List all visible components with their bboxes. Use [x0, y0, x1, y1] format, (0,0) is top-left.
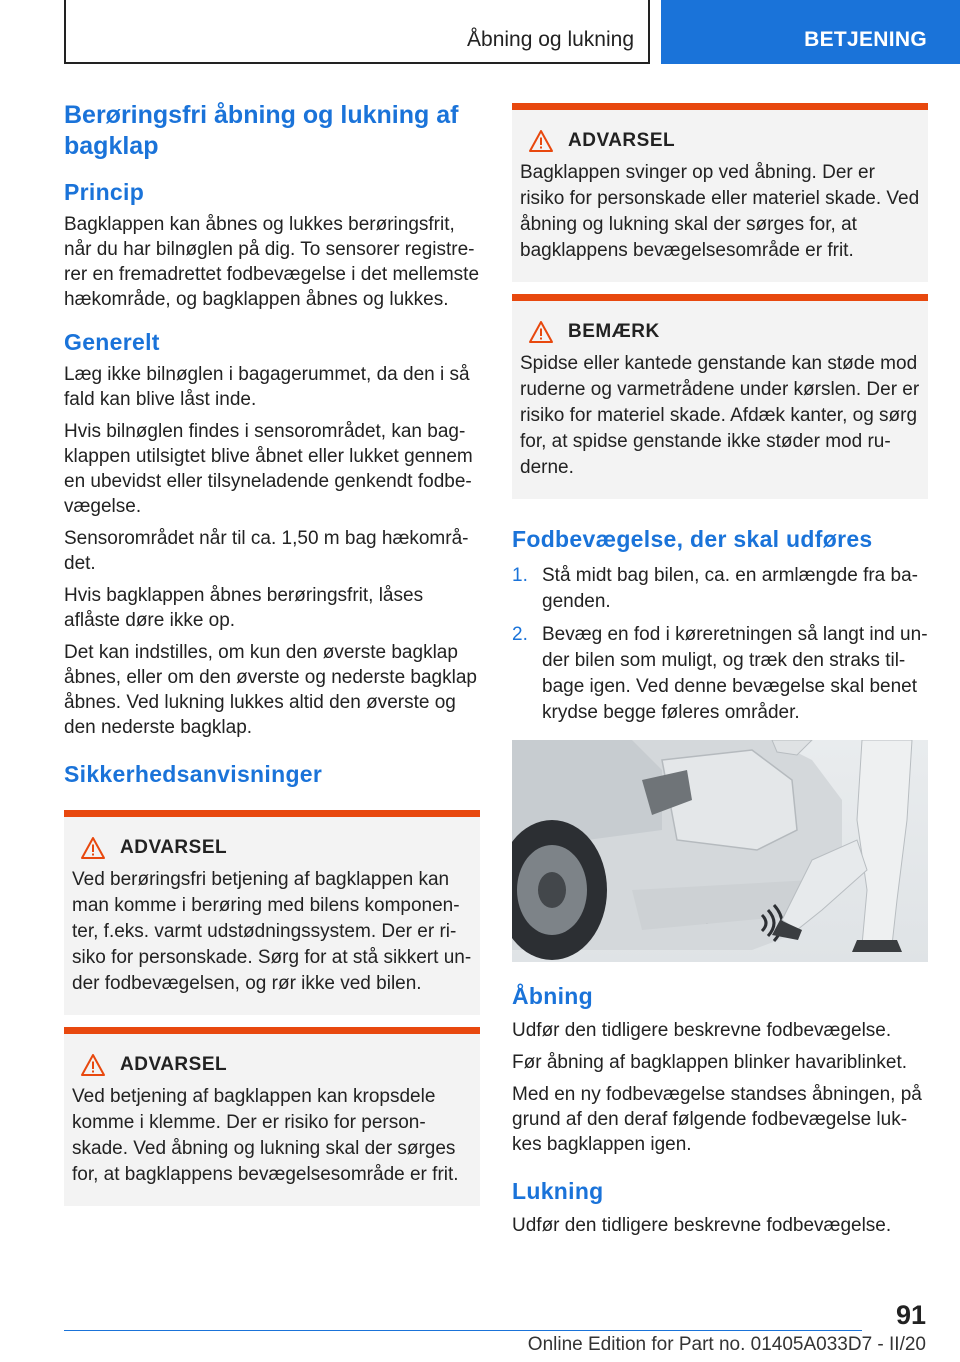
notice-text: Spidse eller kantede genstande kan støde mod ruderne og varmetrådene under kørslen. Der er risiko for materiel skade. Afdæk kanter, og sørg for, at spidse genstande ikke støder mod ruderne. [520, 353, 920, 478]
general-paragraph: Hvis bagklappen åbnes berøringsfrit, låses aflåste døre ikke op. [64, 585, 424, 631]
warning-title: ADVARSEL [120, 837, 228, 858]
left-column [64, 100, 480, 1206]
step-text: Bevæg en fod i køreretningen så langt ind under bilen som muligt, og træk den straks tilbage igen. Ved denne bevægelse skal benet krydse begge føleres områder. [542, 624, 928, 723]
general-paragraph: Det kan indstilles, om kun den øverste bagklap åbnes, eller om den øverste og nederste bagklap åbnes. Ved lukning lukkes altid den øverste og den nederste bagklap. [64, 642, 477, 738]
notice-box [512, 294, 928, 499]
footer-divider [64, 1330, 862, 1331]
opening-heading: Åbning [512, 983, 593, 1009]
step-number: 1. [512, 565, 528, 586]
page-title: Berøringsfri åbning og lukning af bagklap [64, 101, 459, 160]
opening-paragraph: Med en ny fodbevægelse standses åbningen, på grund af den deraf følgende fodbevægelse lukkes bagklappen igen. [512, 1084, 922, 1155]
step-number: 2. [512, 624, 528, 645]
principle-text: Bagklappen kan åbnes og lukkes berøringsfrit, når du har bilnøglen på dig. To sensorer registrerer en fremadrettet fodbevægelse i det mellemste hækområde, og bagklappen åbnes og lukkes. [64, 214, 480, 310]
warning-box [64, 1027, 480, 1206]
warning-header [72, 1052, 472, 1078]
warning-text: Ved betjening af bagklappen kan kropsdele komme i klemme. Der er risiko for personskade. Ved åbning og lukning skal der sørges for, at bagklappens bevægelsesområde er frit. [72, 1086, 459, 1185]
warning-text: Ved berøringsfri betjening af bagklappen kan man komme i berøring med bilens komponenter, f.eks. varmt udstødningssystem. Der er risiko for personskade. Sørg for at stå sikkert under fodbevægelsen, og rør ikke ved bilen. [72, 869, 472, 994]
general-heading: Generelt [64, 329, 160, 355]
right-column [512, 103, 928, 1245]
footer-edition: Online Edition for Part no. 01405A033D7 - II/20 [527, 1334, 926, 1355]
header-chapter-tab [661, 0, 960, 64]
list-item [512, 563, 928, 615]
header-section-box [64, 0, 650, 64]
general-paragraph: Hvis bilnøglen findes i sensorområdet, kan bagklappen utilsigtet blive åbnet eller lukket gennem en ubevidst eller tilsyneladende genkendt fodbevægelse. [64, 421, 473, 517]
warning-triangle-icon [528, 129, 554, 153]
warning-triangle-icon [528, 320, 554, 344]
opening-paragraph: Udfør den tidligere beskrevne fodbevægelse. [512, 1020, 892, 1041]
notice-header [520, 319, 920, 345]
principle-heading: Princip [64, 179, 145, 205]
list-item [512, 622, 928, 726]
general-paragraph: Læg ikke bilnøglen i bagagerummet, da den i så fald kan blive låst inde. [64, 364, 470, 410]
illustration-foot-sensor [512, 740, 928, 962]
opening-paragraph: Før åbning af bagklappen blinker havariblinket. [512, 1052, 908, 1073]
warning-text: Bagklappen svinger op ved åbning. Der er risiko for personskade eller materiel skade. Ved åbning og lukning skal der sørges for, at bagklappens bevægelsesområde er frit. [520, 162, 920, 261]
page-number: 91 [895, 1300, 926, 1330]
notice-title: BEMÆRK [568, 321, 660, 342]
warning-header [72, 835, 472, 861]
car-rear-illustration [512, 740, 928, 962]
closing-paragraph: Udfør den tidligere beskrevne fodbevægelse. [512, 1215, 892, 1236]
warning-box [64, 810, 480, 1015]
step-text: Stå midt bag bilen, ca. en armlængde fra bagenden. [542, 565, 918, 612]
warning-header [520, 128, 920, 154]
steps-list [512, 563, 928, 726]
warning-triangle-icon [80, 836, 106, 860]
warning-triangle-icon [80, 1053, 106, 1077]
header-chapter-title: BETJENING [804, 28, 927, 51]
general-paragraph: Sensorområdet når til ca. 1,50 m bag hækområdet. [64, 528, 469, 574]
warning-title: ADVARSEL [120, 1054, 228, 1075]
warning-title: ADVARSEL [568, 130, 676, 151]
safety-heading: Sikkerhedsanvisninger [64, 761, 323, 787]
closing-heading: Lukning [512, 1178, 604, 1204]
foot-movement-heading: Fodbevægelse, der skal udføres [512, 526, 873, 552]
header-section-title: Åbning og lukning [467, 28, 634, 51]
warning-box [512, 103, 928, 282]
